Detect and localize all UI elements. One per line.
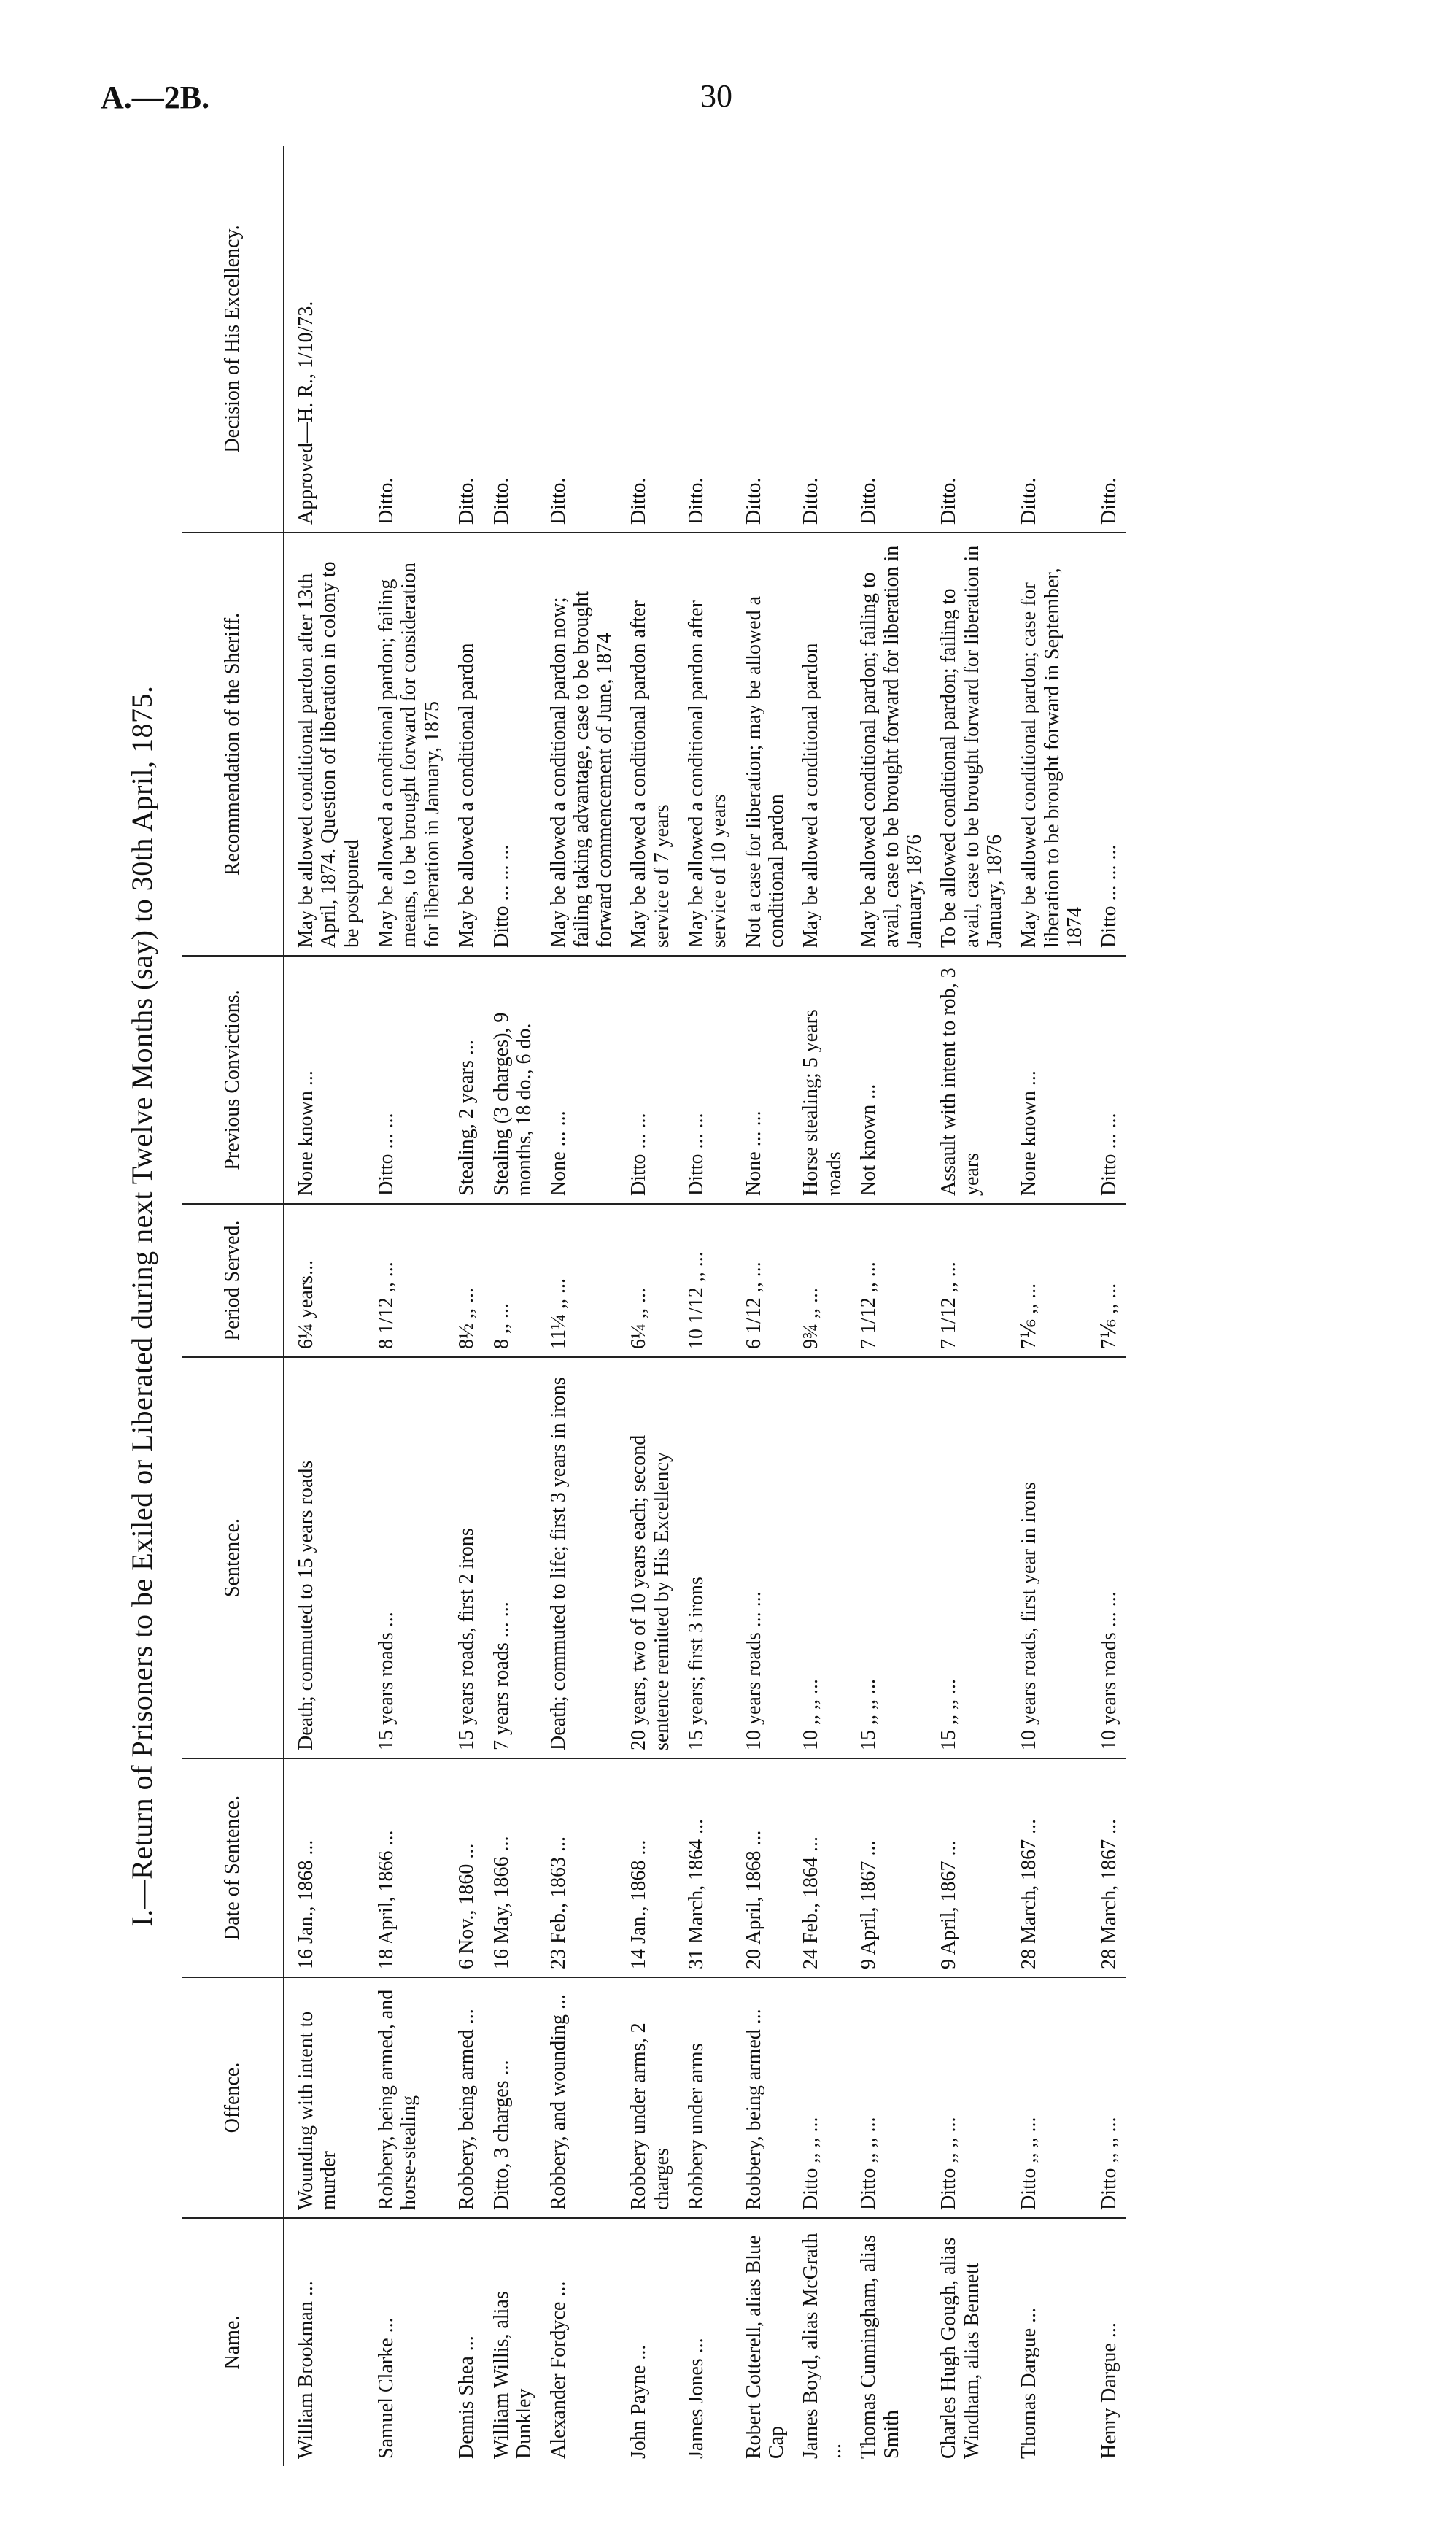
- cell-period-served: 8 1/12 ,, ...: [368, 1204, 448, 1357]
- cell-decision: Approved—H. R., 1/10/73.: [284, 146, 368, 533]
- cell-previous-convictions: Horse stealing; 5 years roads: [792, 956, 850, 1204]
- cell-date-of-sentence: 28 March, 1867 ...: [1010, 1758, 1091, 1977]
- cell-sentence: 10 ,, ,, ...: [792, 1357, 850, 1758]
- table-row: [620, 146, 678, 2466]
- cell-offence: Ditto ,, ,, ...: [792, 1977, 850, 2218]
- cell-date-of-sentence: 31 March, 1864 ...: [678, 1758, 735, 1977]
- cell-name: Dennis Shea ...: [455, 2336, 479, 2459]
- cell-name: William Willis, alias Dunkley: [489, 2291, 535, 2459]
- cell-previous-convictions: None known ...: [284, 956, 368, 1204]
- cell-recommendation: Ditto ... ... ...: [1091, 533, 1125, 956]
- cell-decision: Ditto.: [1010, 146, 1091, 533]
- rotated-table-region: [109, 131, 1437, 2481]
- cell-previous-convictions: Ditto ... ...: [1091, 956, 1125, 1204]
- cell-previous-convictions: Ditto ... ...: [368, 956, 448, 1204]
- cell-period-served: 7⅙ ,, ...: [1010, 1204, 1091, 1357]
- cell-date-of-sentence: 9 April, 1867 ...: [930, 1758, 1010, 1977]
- cell-offence: Ditto, 3 charges ...: [483, 1977, 541, 2218]
- cell-sentence: 10 years roads ... ...: [1091, 1357, 1125, 1758]
- column-header-offence: Offence.: [182, 1977, 284, 2218]
- cell-recommendation: May be allowed a conditional pardon; failing means, to be brought forward for consideration for liberation in January, 1875: [368, 533, 448, 956]
- table-row: [792, 146, 850, 2466]
- cell-date-of-sentence: 14 Jan., 1868 ...: [620, 1758, 678, 1977]
- cell-recommendation: Not a case for liberation; may be allowed a conditional pardon: [735, 533, 793, 956]
- cell-name: John Payne ...: [627, 2344, 651, 2459]
- cell-offence: Robbery under arms: [678, 1977, 735, 2218]
- cell-period-served: 9¾ ,, ...: [792, 1204, 850, 1357]
- prisoners-return-table: [182, 146, 1126, 2466]
- table-row: [735, 146, 793, 2466]
- cell-previous-convictions: None ... ...: [735, 956, 793, 1204]
- table-row: [540, 146, 620, 2466]
- page-number: 30: [700, 78, 732, 114]
- cell-date-of-sentence: 20 April, 1868 ...: [735, 1758, 793, 1977]
- cell-offence: Robbery, and wounding ...: [540, 1977, 620, 2218]
- column-header-recommendation: Recommendation of the Sheriff.: [182, 533, 284, 956]
- cell-recommendation: May be allowed a conditional pardon after service of 10 years: [678, 533, 735, 956]
- cell-name: Thomas Cunningham, alias Smith: [857, 2234, 903, 2459]
- cell-sentence: 15 ,, ,, ...: [930, 1357, 1010, 1758]
- table-row: [448, 146, 482, 2466]
- cell-period-served: 10 1/12 ,, ...: [678, 1204, 735, 1357]
- cell-recommendation: May be allowed a conditional pardon: [448, 533, 482, 956]
- cell-recommendation: Ditto ... ... ...: [483, 533, 541, 956]
- cell-period-served: 8 ,, ...: [483, 1204, 541, 1357]
- table-row: [930, 146, 1010, 2466]
- cell-offence: Ditto ,, ,, ...: [1010, 1977, 1091, 2218]
- table-row: [850, 146, 930, 2466]
- cell-offence: Robbery, being armed ...: [448, 1977, 482, 2218]
- cell-sentence: 15 years roads, first 2 irons: [448, 1357, 482, 1758]
- cell-sentence: Death; commuted to life; first 3 years in irons: [540, 1357, 620, 1758]
- cell-offence: Ditto ,, ,, ...: [1091, 1977, 1125, 2218]
- column-header-decision: Decision of His Excellency.: [182, 146, 284, 533]
- cell-recommendation: May be allowed conditional pardon after 13th April, 1874. Question of liberation in colony to be postponed: [284, 533, 368, 956]
- table-row: [1010, 146, 1091, 2466]
- cell-date-of-sentence: 16 Jan., 1868 ...: [284, 1758, 368, 1977]
- cell-sentence: 15 years; first 3 irons: [678, 1357, 735, 1758]
- cell-period-served: 7⅙ ,, ...: [1091, 1204, 1125, 1357]
- cell-decision: Ditto.: [850, 146, 930, 533]
- cell-previous-convictions: Ditto ... ...: [678, 956, 735, 1204]
- cell-name: William Brookman ...: [295, 2281, 317, 2459]
- table-row: [483, 146, 541, 2466]
- cell-name: Thomas Dargue ...: [1018, 2307, 1041, 2459]
- cell-date-of-sentence: 28 March, 1867 ...: [1091, 1758, 1125, 1977]
- page-reference: A.—2B.: [101, 80, 210, 115]
- cell-decision: Ditto.: [448, 146, 482, 533]
- cell-date-of-sentence: 9 April, 1867 ...: [850, 1758, 930, 1977]
- column-header-date-of-sentence: Date of Sentence.: [182, 1758, 284, 1977]
- cell-period-served: 8½ ,, ...: [448, 1204, 482, 1357]
- cell-recommendation: May be allowed a conditional pardon: [792, 533, 850, 956]
- table-row: [1091, 146, 1125, 2466]
- cell-date-of-sentence: 6 Nov., 1860 ...: [448, 1758, 482, 1977]
- cell-sentence: 15 ,, ,, ...: [850, 1357, 930, 1758]
- cell-recommendation: To be allowed conditional pardon; failing to avail, case to be brought forward for liberation in January, 1876: [930, 533, 1010, 956]
- cell-sentence: 10 years roads ... ...: [735, 1357, 793, 1758]
- cell-offence: Robbery, being armed, and horse-stealing: [368, 1977, 448, 2218]
- cell-recommendation: May be allowed conditional pardon; failing to avail, case to be brought forward for liberation in January, 1876: [850, 533, 930, 956]
- cell-period-served: 6¼ ,, ...: [620, 1204, 678, 1357]
- cell-name: Charles Hugh Gough, alias Windham, alias Bennett: [937, 2237, 983, 2459]
- cell-previous-convictions: None known ...: [1010, 956, 1091, 1204]
- table-row: [368, 146, 448, 2466]
- cell-date-of-sentence: 16 May, 1866 ...: [483, 1758, 541, 1977]
- cell-previous-convictions: Not known ...: [850, 956, 930, 1204]
- cell-previous-convictions: Ditto ... ...: [620, 956, 678, 1204]
- cell-decision: Ditto.: [368, 146, 448, 533]
- cell-previous-convictions: Stealing (3 charges), 9 months, 18 do., 6 do.: [483, 956, 541, 1204]
- cell-decision: Ditto.: [792, 146, 850, 533]
- cell-name: Samuel Clarke ...: [375, 2317, 398, 2459]
- cell-date-of-sentence: 23 Feb., 1863 ...: [540, 1758, 620, 1977]
- cell-decision: Ditto.: [540, 146, 620, 533]
- cell-offence: Ditto ,, ,, ...: [850, 1977, 930, 2218]
- cell-sentence: 7 years roads ... ...: [483, 1357, 541, 1758]
- cell-name: Alexander Fordyce ...: [547, 2281, 570, 2459]
- cell-decision: Ditto.: [678, 146, 735, 533]
- cell-offence: Robbery under arms, 2 charges: [620, 1977, 678, 2218]
- cell-period-served: 11¼ ,, ...: [540, 1204, 620, 1357]
- cell-offence: Ditto ,, ,, ...: [930, 1977, 1010, 2218]
- cell-offence: Wounding with intent to murder: [284, 1977, 368, 2218]
- cell-recommendation: May be allowed a conditional pardon now; failing taking advantage, case to be brought forward commencement of June, 1874: [540, 533, 620, 956]
- cell-period-served: 6 1/12 ,, ...: [735, 1204, 793, 1357]
- cell-decision: Ditto.: [483, 146, 541, 533]
- cell-period-served: 7 1/12 ,, ...: [930, 1204, 1010, 1357]
- cell-recommendation: May be allowed a conditional pardon after service of 7 years: [620, 533, 678, 956]
- cell-decision: Ditto.: [735, 146, 793, 533]
- cell-name: James Boyd, alias McGrath ...: [799, 2233, 845, 2459]
- cell-sentence: Death; commuted to 15 years roads: [284, 1357, 368, 1758]
- table-body: [284, 146, 1126, 2466]
- cell-date-of-sentence: 18 April, 1866 ...: [368, 1758, 448, 1977]
- cell-sentence: 20 years, two of 10 years each; second sentence remitted by His Excellency: [620, 1357, 678, 1758]
- column-header-name: Name.: [182, 2218, 284, 2466]
- column-header-period-served: Period Served.: [182, 1204, 284, 1357]
- cell-name: Henry Dargue ...: [1098, 2322, 1121, 2459]
- cell-recommendation: May be allowed conditional pardon; case for liberation to be brought forward in September, 1874: [1010, 533, 1091, 956]
- table-title: I.—Return of Prisoners to be Exiled or Liberated during next Twelve Months (say) to 30th April, 1875.: [125, 685, 158, 1927]
- cell-name: James Jones ...: [685, 2338, 708, 2459]
- column-header-previous-convictions: Previous Convictions.: [182, 956, 284, 1204]
- header-row: [182, 146, 284, 2466]
- table-row: [678, 146, 735, 2466]
- cell-offence: Robbery, being armed ...: [735, 1977, 793, 2218]
- cell-previous-convictions: None ... ...: [540, 956, 620, 1204]
- cell-period-served: 7 1/12 ,, ...: [850, 1204, 930, 1357]
- column-header-sentence: Sentence.: [182, 1357, 284, 1758]
- cell-period-served: 6¼ years...: [284, 1204, 368, 1357]
- cell-previous-convictions: Assault with intent to rob, 3 years: [930, 956, 1010, 1204]
- cell-previous-convictions: Stealing, 2 years ...: [448, 956, 482, 1204]
- cell-decision: Ditto.: [1091, 146, 1125, 533]
- cell-date-of-sentence: 24 Feb., 1864 ...: [792, 1758, 850, 1977]
- cell-name: Robert Cotterell, alias Blue Cap: [742, 2235, 789, 2459]
- cell-sentence: 10 years roads, first year in irons: [1010, 1357, 1091, 1758]
- cell-sentence: 15 years roads ...: [368, 1357, 448, 1758]
- cell-decision: Ditto.: [620, 146, 678, 533]
- cell-decision: Ditto.: [930, 146, 1010, 533]
- table-row: [284, 146, 368, 2466]
